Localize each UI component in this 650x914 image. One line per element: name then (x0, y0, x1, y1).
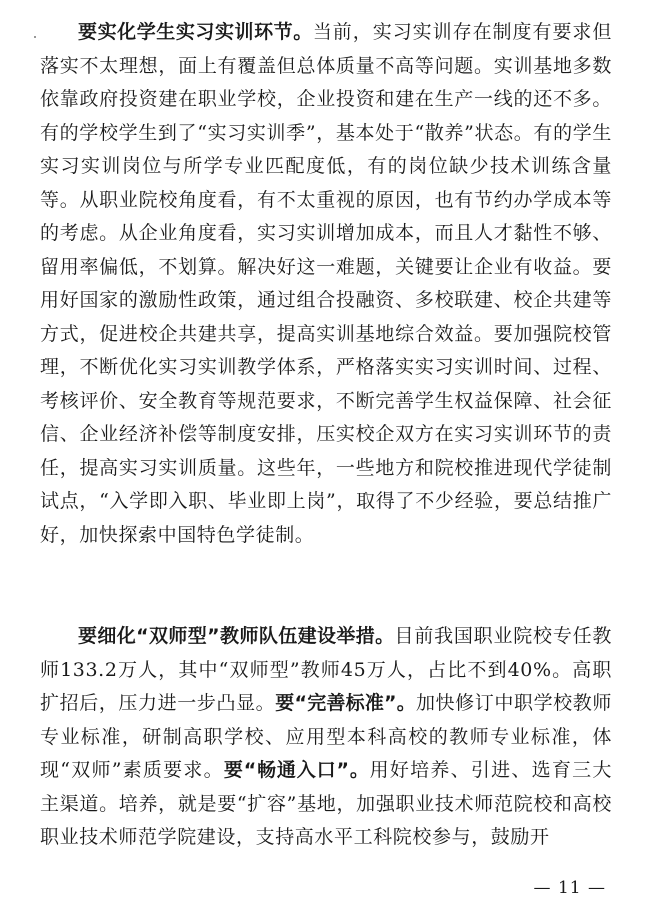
paragraph-body: 加快修订中职学校教师专业标准，研制高职学校、应用型本科高校的教师专业标准，体现“双师”素质要求。 (40, 692, 613, 781)
emphasis-open-entry: 要“畅通入口”。 (223, 759, 370, 781)
scan-mark (34, 36, 36, 38)
page-number: — 11 — (533, 878, 606, 898)
paragraph-body: 目前我国职业院校专任教师133.2万人，其中“双师型”教师45万人，占比不到40%。高职扩招后，压力进一步凸显。 (40, 625, 612, 714)
paragraph-body: 当前，实习实训存在制度有要求但落实不太理想，面上有覆盖但总体质量不高等问题。实训基地多数依靠政府投资建在职业学校，企业投资和建在生产一线的还不多。有的学校学生到了“实习实训季”，基本处于“散养”状态。有的学生实习实训岗位与所学专业匹配度低，有的岗位缺少技术训练含量等。从职业院校角度看，有不太重视的原因，也有节约办学成本等的考虑。从企业角度看，实习实训增加成本，而且人才黏性不够、留用率偏低，不划算。解决好这一难题，关键要让企业有收益。要用好国家的激励性政策，通过组合投融资、多校联建、校企共建等方式，促进校企共建共享，提高实训基地综合效益。要加强院校管理，不断优化实习实训教学体系，严格落实实习实训时间、过程、考核评价、安全教育等规范要求，不断完善学生权益保障、社会征信、企业经济补偿等制度安排，压实校企双方在实习实训环节的责任，提高实习实训质量。这些年，一些地方和院校推进现代学徒制试点，“入学即入职、毕业即上岗”，取得了不少经验，要总结推广好，加快探索中国特色学徒制。 (40, 21, 612, 546)
paragraph-body: 用好培养、引进、选育三大主渠道。培养，就是要“扩容”基地，加强职业技术师范院校和高校职业技术师范学院建设，支持高水平工科院校参与，鼓励开 (40, 759, 612, 848)
paragraph-heading: 要实化学生实习实训环节。 (78, 21, 313, 43)
paragraph-dual-teacher (40, 620, 612, 855)
paragraph-practical-training (40, 16, 612, 552)
paragraph-heading: 要细化“双师型”教师队伍建设举措。 (78, 625, 395, 647)
emphasis-improve-standards: 要“完善标准”。 (275, 692, 416, 714)
